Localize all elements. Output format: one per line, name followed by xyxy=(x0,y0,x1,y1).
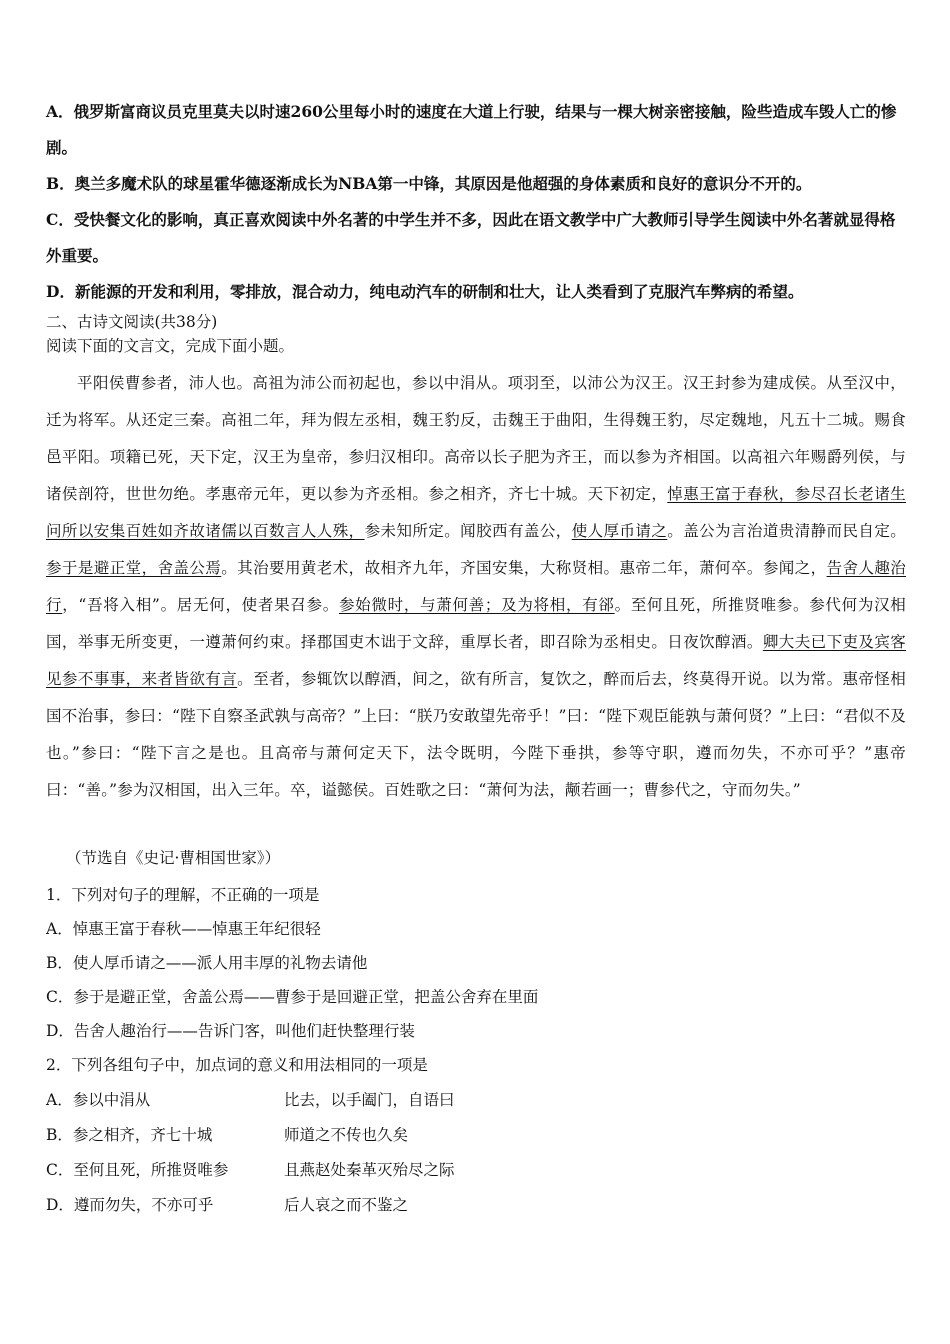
underlined-sentence-3: 参于是避正堂，舍盖公焉 xyxy=(46,559,222,577)
option-a: A．俄罗斯富商议员克里莫夫以时速260公里每小时的速度在大道上行驶，结果与一棵大树亲密接触，险些造成车毁人亡的惨剧。 xyxy=(46,102,897,157)
question-2-option-c: C．至何且死，所推贤唯参 且燕赵处秦革灭殆尽之际 xyxy=(46,1161,455,1179)
underlined-sentence-2: 使人厚币请之 xyxy=(571,522,668,540)
option-b: B．奥兰多魔术队的球星霍华德逐渐成长为NBA第一中锋，其原因是他超强的身体素质和良好的意识分不开的。 xyxy=(46,174,812,193)
question-2-option-b: B．参之相齐，齐七十城 师道之不传也久矣 xyxy=(46,1126,409,1144)
underlined-sentence-1: 悼惠王富于春秋，参尽召长老诸生问所以安集百姓如齐故诸儒以百数言人人殊， xyxy=(46,485,906,540)
underlined-sentence-5: 参始微时，与萧何善；及为将相，有郤 xyxy=(338,596,615,614)
option-d: D．新能源的开发和利用，零排放，混合动力，纯电动汽车的研制和壮大，让人类看到了克服汽车弊病的希望。 xyxy=(46,282,804,301)
question-2-stem: 2．下列各组句子中，加点词的意义和用法相同的一项是 xyxy=(46,1056,428,1074)
question-1-option-b: B．使人厚币请之——派人用丰厚的礼物去请他 xyxy=(46,954,368,972)
section-title: 二、古诗文阅读(共38分) xyxy=(46,313,218,331)
question-2-option-a: A．参以中涓从 比去，以手阖门，自语曰 xyxy=(46,1091,455,1109)
underlined-sentence-4: 告舍人趣治行 xyxy=(46,559,906,614)
section-instruction: 阅读下面的文言文，完成下面小题。 xyxy=(46,337,295,355)
question-1-stem: 1．下列对句子的理解，不正确的一项是 xyxy=(46,886,320,904)
prior-question-options xyxy=(46,94,906,310)
classical-passage: 平阳侯曹参者，沛人也。高祖为沛公而初起也，参以中涓从。项羽至，以沛公为汉王。汉王封参为建成侯。从至汉中，迁为将军。从还定三秦。高祖二年，拜为假左丞相，魏王豹反，击魏王于曲阳，生得魏王豹，尽定魏地，凡五十二城。赐食邑平阳。项籍已死，天下定，汉王为皇帝，参归汉相印。高帝以长子肥为齐王，而以参为齐相国。以高祖六年赐爵列侯，与诸侯剖符，世世勿绝。孝惠帝元年，更以参为齐丞相。参之相齐，齐七十城。天下初定，悼惠王富于春秋，参尽召长老诸生问所以安集百姓如齐故诸儒以百数言人人殊，参未知所定。闻胶西有盖公，使人厚币请之。盖公为言治道贵清静而民自定。参于是避正堂，舍盖公焉。其治要用黄老术，故相齐九年，齐国安集，大称贤相。惠帝二年，萧何卒。参闻之，告舍人趣治行，“吾将入相”。居无何，使者果召参。参始微时，与萧何善；及为将相，有郤。至何且死，所推贤唯参。参代何为汉相国，举事无所变更，一遵萧何约束。择郡国吏木诎于文辞，重厚长者，即召除为丞相史。日夜饮醇酒。卿大夫已下吏及宾客见参不事事，来者皆欲有言。至者，参辄饮以醇酒，间之，欲有所言，复饮之，醉而后去，终莫得开说。以为常。惠帝怪相国不治事，参曰：“陛下自察圣武孰与高帝？”上曰：“朕乃安敢望先帝乎！”曰：“陛下观臣能孰与萧何贤？”上曰：“君似不及也。”参曰：“陛下言之是也。且高帝与萧何定天下，法令既明，今陛下垂拱，参等守职，遵而勿失，不亦可乎？”惠帝曰：“善。”参为汉相国，出入三年。卒，谥懿侯。百姓歌之曰：“萧何为法，颟若画一；曹参代之，守而勿失。” xyxy=(46,374,907,799)
option-c: C．受快餐文化的影响，真正喜欢阅读中外名著的中学生并不多，因此在语文教学中广大教师引导学生阅读中外名著就显得格外重要。 xyxy=(46,210,896,265)
question-1-option-a: A．悼惠王富于春秋——悼惠王年纪很轻 xyxy=(46,920,321,938)
underlined-sentence-6: 卿大夫已下吏及宾客见参不事事，来者皆欲有言 xyxy=(46,633,906,688)
question-2-option-d: D．遵而勿失，不亦可乎 后人哀之而不鉴之 xyxy=(46,1196,409,1214)
question-1-option-c: C．参于是避正堂，舍盖公焉——曹参于是回避正堂，把盖公舍弃在里面 xyxy=(46,988,539,1006)
passage-source: （节选自《史记·曹相国世家》） xyxy=(66,849,281,867)
question-1-option-d: D．告舍人趣治行——告诉门客，叫他们赶快整理行装 xyxy=(46,1022,415,1040)
